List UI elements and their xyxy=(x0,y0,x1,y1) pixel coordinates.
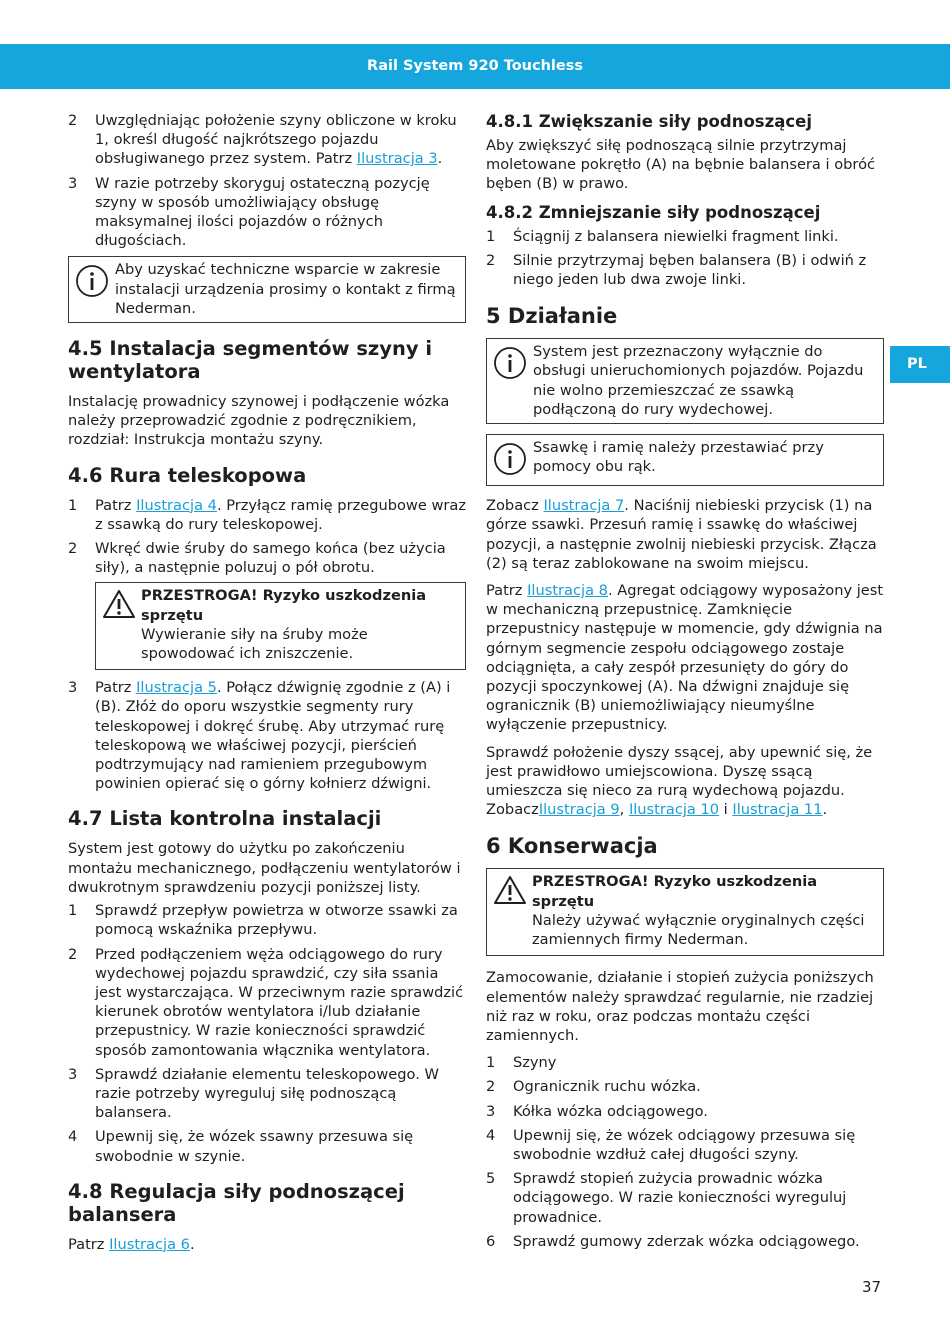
list-number: 1 xyxy=(68,496,78,514)
section-heading-4-7: 4.7 Lista kontrolna instalacji xyxy=(68,807,382,831)
text-span: . xyxy=(822,801,828,819)
text-span: i xyxy=(719,801,733,819)
list-number: 3 xyxy=(68,174,78,192)
note-text: Ssawkę i ramię należy przestawiać przy pomocy obu rąk. xyxy=(533,439,824,476)
list-item xyxy=(68,945,466,1060)
list-item xyxy=(68,174,466,251)
list-number: 4 xyxy=(68,1128,78,1146)
paragraph: Instalację prowadnicy szynowej i podłączenie wózka należy przeprowadzić zgodnie z podręcznikiem, rozdział: Instrukcja montażu szyny. xyxy=(68,393,450,449)
left-column xyxy=(68,111,466,1262)
info-note xyxy=(486,434,884,486)
text-span: . xyxy=(189,1235,195,1253)
section-heading-5: 5 Działanie xyxy=(486,304,618,329)
header-bar xyxy=(0,44,950,89)
list-text: Przed podłączeniem węża odciągowego do rury wydechowej pojazdu sprawdzić, czy siła ssania jest wystarczająca. W przeciwnym razie sprawdzić kierunek obrotów wentylatora i/lub działanie przepustnicy. W razie konieczności sprawdzić sposób zamontowania włącznika wentylatora. xyxy=(95,945,464,1059)
section-heading-6: 6 Konserwacja xyxy=(486,834,658,859)
list-item xyxy=(486,1053,884,1072)
text-span: . Naciśnij niebieski przycisk (1) na górze ssawki. Przesuń ramię i ssawkę do właściwej pozycji, a następnie zwolnij niebieski przycisk. Złącza (2) są teraz zablokowane na swoim miejscu. xyxy=(486,497,877,572)
note-text: System jest przeznaczony wyłącznie do obsługi unieruchomionych pojazdów. Pojazdu nie wolno przemieszczać ze ssawką podłączoną do rury wydechowej. xyxy=(533,343,864,418)
list-number: 4 xyxy=(486,1126,496,1144)
list-item xyxy=(68,539,466,577)
list-text xyxy=(95,111,466,169)
warning-content xyxy=(532,872,875,949)
warning-triangle-icon xyxy=(102,586,141,663)
list-text: W razie potrzeby skoryguj ostateczną pozycję szyny w sposób umożliwiający obsługę maksymalnej ilości pojazdów o różnych długościach. xyxy=(95,174,430,250)
list-text: Ściągnij z balansera niewielki fragment linki. xyxy=(513,227,839,245)
list-number: 2 xyxy=(486,251,496,269)
list-item xyxy=(68,496,466,534)
list-text: Upewnij się, że wózek ssawny przesuwa się swobodnie w szynie. xyxy=(95,1128,414,1165)
list-number: 6 xyxy=(486,1232,496,1250)
list-item xyxy=(486,1126,884,1164)
list-item xyxy=(68,901,466,939)
section-heading-4-8: 4.8 Regulacja siły podnoszącej balansera xyxy=(68,1179,405,1226)
list-text: Sprawdź działanie elementu teleskopowego. W razie potrzeby wyreguluj siłę podnoszącą balansera. xyxy=(95,1065,439,1122)
list-item xyxy=(486,251,884,289)
list-text: Szyny xyxy=(513,1054,557,1072)
text-span: . Agregat odciągowy wyposażony jest w mechaniczną przepustnicę. Zamknięcie przepustnicy następuje w momencie, gdy dźwignia na górnym segmencie zespołu odciągowego zostaje odciągnięta, a cały zespół przesunięty do góry do pozycji spoczynkowej (A). Na dźwigni znajduje się ogranicznik (B) uniemożliwiający nieumyślne wyłączenie przepustnicy. xyxy=(486,582,884,734)
text-span: Zobacz xyxy=(486,497,544,515)
text-span: Uwzględniając położenie szyny obliczone w kroku 1, określ długość najkrótszego pojazdu obsługiwanego przez system. Patrz xyxy=(95,112,457,168)
illustration-link[interactable]: Ilustracja 9 xyxy=(538,801,620,819)
paragraph xyxy=(486,496,884,573)
warning-note xyxy=(486,868,884,956)
list-text xyxy=(95,496,466,534)
list-text xyxy=(95,678,466,793)
list-number: 1 xyxy=(68,902,78,920)
paragraph xyxy=(486,743,884,820)
right-column xyxy=(486,111,884,1256)
illustration-link[interactable]: Ilustracja 5 xyxy=(136,679,217,697)
list-number: 3 xyxy=(68,679,78,697)
warning-triangle-icon xyxy=(493,872,532,949)
list-number: 2 xyxy=(68,945,78,963)
illustration-link[interactable]: Ilustracja 3 xyxy=(356,150,438,168)
info-note xyxy=(486,338,884,424)
list-text: Kółka wózka odciągowego. xyxy=(513,1102,708,1120)
header-title: Rail System 920 Touchless xyxy=(367,58,583,74)
list-item xyxy=(68,678,466,793)
illustration-link[interactable]: Ilustracja 10 xyxy=(628,801,720,819)
list-text: Silnie przytrzymaj bęben balansera (B) i odwiń z niego jeden lub dwa zwoje linki. xyxy=(513,251,867,289)
note-text: Aby uzyskać techniczne wsparcie w zakresie instalacji urządzenia prosimy o kontakt z firmą Nederman. xyxy=(115,261,456,317)
warning-title: PRZESTROGA! Ryzyko uszkodzenia sprzętu xyxy=(141,587,427,624)
list-number: 3 xyxy=(68,1065,78,1083)
section-heading-4-8-2: 4.8.2 Zmniejszanie siły podnoszącej xyxy=(486,202,821,222)
text-span: Patrz xyxy=(95,496,137,514)
list-item xyxy=(486,1077,884,1096)
section-heading-4-5: 4.5 Instalacja segmentów szyny i wentylatora xyxy=(68,337,433,384)
list-number: 2 xyxy=(68,112,78,129)
warning-content xyxy=(141,586,457,663)
paragraph: System jest gotowy do użytku po zakończeniu montażu mechanicznego, podłączeniu wentylatorów i dwukrotnym sprawdzeniu pozycji poniższej listy. xyxy=(68,840,461,896)
list-number: 2 xyxy=(486,1078,496,1096)
text-span: , xyxy=(619,801,629,819)
list-number: 2 xyxy=(68,540,78,558)
paragraph xyxy=(486,581,884,735)
info-icon xyxy=(493,438,533,481)
paragraph: Zamocowanie, działanie i stopień zużycia poniższych elementów należy sprawdzać regularnie, nie rzadziej niż raz w roku, oraz podczas montażu części zamiennych. xyxy=(486,969,874,1044)
list-item xyxy=(486,1102,884,1121)
text-span: Patrz xyxy=(68,1235,110,1253)
section-heading-4-8-1: 4.8.1 Zwiększanie siły podnoszącej xyxy=(486,112,812,131)
list-number: 1 xyxy=(486,1054,496,1072)
list-text: Sprawdź przepływ powietrza w otworze ssawki za pomocą wskaźnika przepływu. xyxy=(95,902,458,939)
list-item xyxy=(486,1169,884,1227)
list-item xyxy=(68,1127,466,1165)
warning-note xyxy=(95,582,466,670)
text-span: . Przyłącz ramię przegubowe wraz z ssawką do rury teleskopowej. xyxy=(95,496,467,533)
list-text: Sprawdź gumowy zderzak wózka odciągowego. xyxy=(513,1232,860,1250)
text-span: Patrz xyxy=(95,679,137,697)
warning-text: Wywieranie siły na śruby może spowodować ich zniszczenie. xyxy=(141,625,368,663)
warning-wrapper xyxy=(95,582,466,670)
list-text: Ogranicznik ruchu wózka. xyxy=(513,1078,701,1096)
text-span: . xyxy=(437,150,443,168)
list-item xyxy=(486,227,884,246)
list-number: 5 xyxy=(486,1170,496,1188)
list-text: Upewnij się, że wózek odciągowy przesuwa się swobodnie wzdłuż całej długości szyny. xyxy=(513,1126,856,1163)
warning-title: PRZESTROGA! Ryzyko uszkodzenia sprzętu xyxy=(532,873,818,910)
illustration-link[interactable]: Ilustracja 7 xyxy=(543,497,625,515)
page-number: 37 xyxy=(862,1278,882,1296)
info-note xyxy=(68,256,466,323)
illustration-link[interactable]: Ilustracja 8 xyxy=(527,582,608,600)
list-text: Wkręć dwie śruby do samego końca (bez użycia siły), a następnie poluzuj o pół obrotu. xyxy=(95,540,446,577)
list-text: Sprawdź stopień zużycia prowadnic wózka odciągowego. W razie konieczności wyreguluj prowadnice. xyxy=(513,1170,847,1226)
section-heading-4-6: 4.6 Rura teleskopowa xyxy=(68,463,307,487)
list-number: 3 xyxy=(486,1102,496,1120)
illustration-link[interactable]: Ilustracja 6 xyxy=(109,1235,190,1253)
text-span: Sprawdź położenie dyszy ssącej, aby upewnić się, że jest prawidłowo umiejscowiona. Dyszę ssącą umieszcza się nieco za rurą wydechową pojazdu. Zobacz xyxy=(486,743,873,819)
text-span: Patrz xyxy=(486,582,528,600)
warning-text: Należy używać wyłącznie oryginalnych części zamiennych firmy Nederman. xyxy=(532,911,865,949)
illustration-link[interactable]: Ilustracja 11 xyxy=(732,801,823,819)
paragraph: Aby zwiększyć siłę podnoszącą silnie przytrzymaj moletowane pokrętło (A) na bębnie balansera i obróć bęben (B) w prawo. xyxy=(486,137,876,193)
list-number: 1 xyxy=(486,227,496,245)
paragraph xyxy=(68,1235,466,1254)
illustration-link[interactable]: Ilustracja 4 xyxy=(136,496,217,514)
list-item xyxy=(486,1232,884,1251)
info-icon xyxy=(75,260,115,318)
language-tab: PL xyxy=(890,346,950,383)
info-icon xyxy=(493,342,533,419)
list-item xyxy=(68,111,466,169)
list-item xyxy=(68,1065,466,1123)
text-span: . Połącz dźwignię zgodnie z (A) i (B). Złóż do oporu wszystkie segmenty rury teleskopowej i dokręć śrubę. Aby utrzymać rurę teleskopową we właściwej pozycji, pierścień podtrzymujący nad ramieniem przegubowym powinien opierać się o górny kołnierz dźwigni. xyxy=(95,679,451,793)
